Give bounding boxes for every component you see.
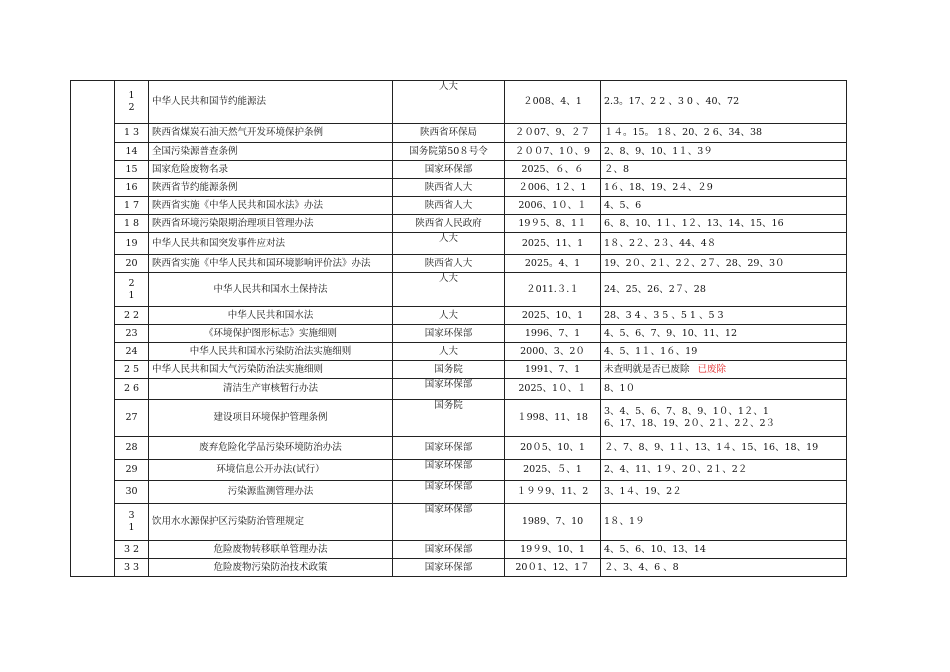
cited-articles-line: 3、4、5、6、7、8、9、1０、1２、1 xyxy=(604,406,769,417)
effective-date: 20０5、10、1 xyxy=(505,437,601,460)
issuing-authority: 国务院第50８号令 xyxy=(393,143,505,161)
cited-articles-line: 2.3。17、2 2 、3 0 、40、72 xyxy=(604,96,740,107)
issuing-authority: 陕西省环保局 xyxy=(393,124,505,143)
row-number xyxy=(115,143,149,161)
row-number xyxy=(115,307,149,325)
effective-date: 1989、7、10 xyxy=(505,504,601,541)
row-number xyxy=(115,325,149,343)
effective-date: 19９5、8、1１ xyxy=(505,215,601,233)
table-row xyxy=(71,541,847,559)
regulation-name: 陕西省实施《中华人民共和国环境影响评价法》办法 xyxy=(149,255,393,273)
regulation-name: 污染源监测管理办法 xyxy=(149,481,393,504)
table-row xyxy=(71,255,847,273)
cited-articles xyxy=(601,460,847,481)
regulations-table xyxy=(70,80,847,577)
row-number xyxy=(115,161,149,179)
cited-articles-line: 4、5、6、10、13、14 xyxy=(604,543,706,555)
row-number xyxy=(115,361,149,379)
row-number-line: 29 xyxy=(125,464,138,475)
cited-articles xyxy=(601,81,847,124)
effective-date: ２０07、9、２７ xyxy=(505,124,601,143)
cited-articles-line: 未查明就是否已废除 xyxy=(604,363,690,375)
table-row xyxy=(71,559,847,577)
issuing-authority: 国务院 xyxy=(393,400,505,437)
effective-date: 2025、６、６ xyxy=(505,161,601,179)
regulation-name: 陕西省环境污染限期治理项目管理办法 xyxy=(149,215,393,233)
effective-date: 2025、11、1 xyxy=(505,233,601,255)
row-number-line: 1 8 xyxy=(123,217,140,229)
abolished-note: 已废除 xyxy=(697,363,727,375)
row-number xyxy=(115,197,149,215)
row-number-line: 2 2 xyxy=(123,309,140,321)
row-number-line: 2 6 xyxy=(123,383,140,394)
regulation-name: 中华人民共和国节约能源法 xyxy=(149,81,393,124)
effective-date: 1991、7、1 xyxy=(505,361,601,379)
table-row xyxy=(71,215,847,233)
issuing-authority: 陕西省人大 xyxy=(393,179,505,197)
cited-articles-line: ２、8 xyxy=(604,163,630,175)
row-number-line: 28 xyxy=(125,442,138,453)
row-number-line: 14 xyxy=(125,145,138,157)
cited-articles xyxy=(601,400,847,437)
row-number-line: 20 xyxy=(125,257,138,269)
issuing-authority: 国家环保部 xyxy=(393,437,505,460)
row-number-line: 27 xyxy=(125,412,138,423)
table-row xyxy=(71,81,847,124)
issuing-authority: 陕西省人大 xyxy=(393,255,505,273)
table-row xyxy=(71,460,847,481)
row-number-line: 16 xyxy=(125,181,138,193)
row-number xyxy=(115,124,149,143)
cited-articles xyxy=(601,307,847,325)
table-row xyxy=(71,343,847,361)
issuing-authority: 人大 xyxy=(393,81,505,124)
table-row xyxy=(71,143,847,161)
row-number-line: 1 xyxy=(128,90,135,101)
cited-articles-line: 1６、18、19、2４、２9 xyxy=(604,181,713,193)
cited-articles xyxy=(601,437,847,460)
table-row xyxy=(71,197,847,215)
cited-articles xyxy=(601,273,847,307)
regulation-name: 陕西省煤炭石油天然气开发环境保护条例 xyxy=(149,124,393,143)
row-number xyxy=(115,460,149,481)
issuing-authority: 国家环保部 xyxy=(393,379,505,400)
effective-date: 2000、3、2０ xyxy=(505,343,601,361)
issuing-authority: 人大 xyxy=(393,307,505,325)
regulation-name: 全国污染源普查条例 xyxy=(149,143,393,161)
cited-articles xyxy=(601,161,847,179)
cited-articles-line: 3、1４、19、2２ xyxy=(604,486,682,497)
regulation-name: 中华人民共和国水污染防治法实施细则 xyxy=(149,343,393,361)
regulation-name: 环境信息公开办法(试行） xyxy=(149,460,393,481)
row-number-line: 19 xyxy=(125,237,138,249)
row-number xyxy=(115,215,149,233)
row-number-line: 30 xyxy=(125,486,138,497)
cited-articles-line: ２、3、4、6 、8 xyxy=(604,561,679,573)
effective-date: 19９9、10、1 xyxy=(505,541,601,559)
row-number-line: 1 7 xyxy=(123,199,140,211)
table-row xyxy=(71,361,847,379)
issuing-authority: 人大 xyxy=(393,273,505,307)
effective-date: ２011.３.１ xyxy=(505,273,601,307)
cited-articles-line: 2、8、9、10、1１、3９ xyxy=(604,145,713,157)
cited-articles xyxy=(601,559,847,577)
table-row xyxy=(71,307,847,325)
effective-date: 2025、５、1 xyxy=(505,460,601,481)
effective-date: 20０1、12、1７ xyxy=(505,559,601,577)
row-number xyxy=(115,273,149,307)
cited-articles-line: 1８、2２、2３、44、4８ xyxy=(604,237,717,249)
row-number-line: 3 xyxy=(128,510,135,521)
row-number xyxy=(115,400,149,437)
issuing-authority: 国务院 xyxy=(393,361,505,379)
row-number-line: 1 xyxy=(128,522,135,533)
issuing-authority: 人大 xyxy=(393,343,505,361)
regulation-name: 中华人民共和国突发事件应对法 xyxy=(149,233,393,255)
cited-articles-line: 6、8、10、1１、1２、13、14、15、16 xyxy=(604,217,784,229)
cited-articles-line: 4、5、6 xyxy=(604,199,642,211)
row-number xyxy=(115,233,149,255)
regulation-name: 中华人民共和国水土保持法 xyxy=(149,273,393,307)
cited-articles-line: 28、3 4 、3 5 、5 1 、5 3 xyxy=(604,309,724,321)
issuing-authority: 陕西省人民政府 xyxy=(393,215,505,233)
row-number xyxy=(115,541,149,559)
issuing-authority: 国家环保部 xyxy=(393,460,505,481)
table-row xyxy=(71,233,847,255)
row-number-line: 15 xyxy=(125,163,138,175)
row-number-line: 2 5 xyxy=(123,363,140,375)
regulation-name: 中华人民共和国大气污染防治法实施细则 xyxy=(149,361,393,379)
regulation-name: 《环境保护图形标志》实施细则 xyxy=(149,325,393,343)
cited-articles xyxy=(601,124,847,143)
table-row xyxy=(71,481,847,504)
cited-articles xyxy=(601,481,847,504)
row-number xyxy=(115,379,149,400)
effective-date: 2025、10、1 xyxy=(505,307,601,325)
regulation-name: 陕西省节约能源条例 xyxy=(149,179,393,197)
category-cell xyxy=(71,81,115,577)
table-row xyxy=(71,400,847,437)
issuing-authority: 国家环保部 xyxy=(393,325,505,343)
row-number-line: 1 xyxy=(128,289,135,301)
row-number xyxy=(115,559,149,577)
effective-date: ２００7、1０、9 xyxy=(505,143,601,161)
row-number-line: 3 3 xyxy=(123,561,140,573)
regulation-name: 饮用水水源保护区污染防治管理规定 xyxy=(149,504,393,541)
effective-date: 2025。4、1 xyxy=(505,255,601,273)
issuing-authority: 人大 xyxy=(393,233,505,255)
row-number xyxy=(115,179,149,197)
cited-articles xyxy=(601,197,847,215)
cited-articles-line xyxy=(604,364,843,376)
regulation-name: 危险废物转移联单管理办法 xyxy=(149,541,393,559)
cited-articles-line: １４。15。 1８、20、2 6、34、38 xyxy=(604,127,763,138)
cited-articles xyxy=(601,255,847,273)
cited-articles xyxy=(601,179,847,197)
row-number xyxy=(115,255,149,273)
issuing-authority: 国家环保部 xyxy=(393,504,505,541)
cited-articles-line: 8、1０ xyxy=(604,383,636,394)
row-number-line: 2 xyxy=(128,102,135,113)
cited-articles xyxy=(601,541,847,559)
table-row xyxy=(71,504,847,541)
regulation-name: 清洁生产审核暂行办法 xyxy=(149,379,393,400)
row-number-line: 2 xyxy=(128,277,135,289)
effective-date: ２006、1２、1 xyxy=(505,179,601,197)
issuing-authority: 国家环保部 xyxy=(393,541,505,559)
row-number xyxy=(115,481,149,504)
table-row xyxy=(71,124,847,143)
table-row xyxy=(71,437,847,460)
row-number xyxy=(115,504,149,541)
effective-date: 2025、1０、１ xyxy=(505,379,601,400)
issuing-authority: 国家环保部 xyxy=(393,161,505,179)
row-number-line: 3 2 xyxy=(123,543,140,555)
cited-articles xyxy=(601,325,847,343)
cited-articles-line: 6、17、18、19、2０、2１、2２、2３ xyxy=(604,418,775,429)
row-number-line: 24 xyxy=(125,345,138,357)
regulation-name: 中华人民共和国水法 xyxy=(149,307,393,325)
effective-date: ２008、4、1 xyxy=(505,81,601,124)
cited-articles-line: 2、4、11、1９、2０、2１、2２ xyxy=(604,464,748,475)
effective-date: 2006、1０、１ xyxy=(505,197,601,215)
row-number-line: 23 xyxy=(125,327,138,339)
table-row xyxy=(71,273,847,307)
row-number xyxy=(115,343,149,361)
issuing-authority: 陕西省人大 xyxy=(393,197,505,215)
effective-date: １９９9、11、2 xyxy=(505,481,601,504)
cited-articles xyxy=(601,343,847,361)
issuing-authority: 国家环保部 xyxy=(393,559,505,577)
table-row xyxy=(71,379,847,400)
table-row xyxy=(71,325,847,343)
regulation-name: 建设项目环境保护管理条例 xyxy=(149,400,393,437)
row-number xyxy=(115,81,149,124)
cited-articles xyxy=(601,215,847,233)
cited-articles-line: 1８、1９ xyxy=(604,516,645,527)
cited-articles xyxy=(601,233,847,255)
regulation-name: 陕西省实施《中华人民共和国水法》办法 xyxy=(149,197,393,215)
cited-articles-line: 4、5、1１、1６、19 xyxy=(604,345,698,357)
cited-articles xyxy=(601,143,847,161)
cited-articles-line: ２、7、8、9、1１、13、1４、15、16、18、19 xyxy=(604,442,819,453)
row-number-line: 1 3 xyxy=(123,127,140,138)
cited-articles-line: 24、25、26、2７、28 xyxy=(604,283,706,295)
cited-articles xyxy=(601,379,847,400)
cited-articles-line: 4、5、6、7、9、10、11、12 xyxy=(604,327,737,339)
row-number xyxy=(115,437,149,460)
table-row xyxy=(71,179,847,197)
cited-articles xyxy=(601,361,847,379)
cited-articles xyxy=(601,504,847,541)
effective-date: １998、11、18 xyxy=(505,400,601,437)
regulation-name: 废弃危险化学品污染环境防治办法 xyxy=(149,437,393,460)
effective-date: 1996、7、1 xyxy=(505,325,601,343)
issuing-authority: 国家环保部 xyxy=(393,481,505,504)
regulation-name: 危险废物污染防治技术政策 xyxy=(149,559,393,577)
regulation-name: 国家危险废物名录 xyxy=(149,161,393,179)
table-row xyxy=(71,161,847,179)
cited-articles-line: 19、2０、2１、2２、2７、28、29、3０ xyxy=(604,257,785,269)
